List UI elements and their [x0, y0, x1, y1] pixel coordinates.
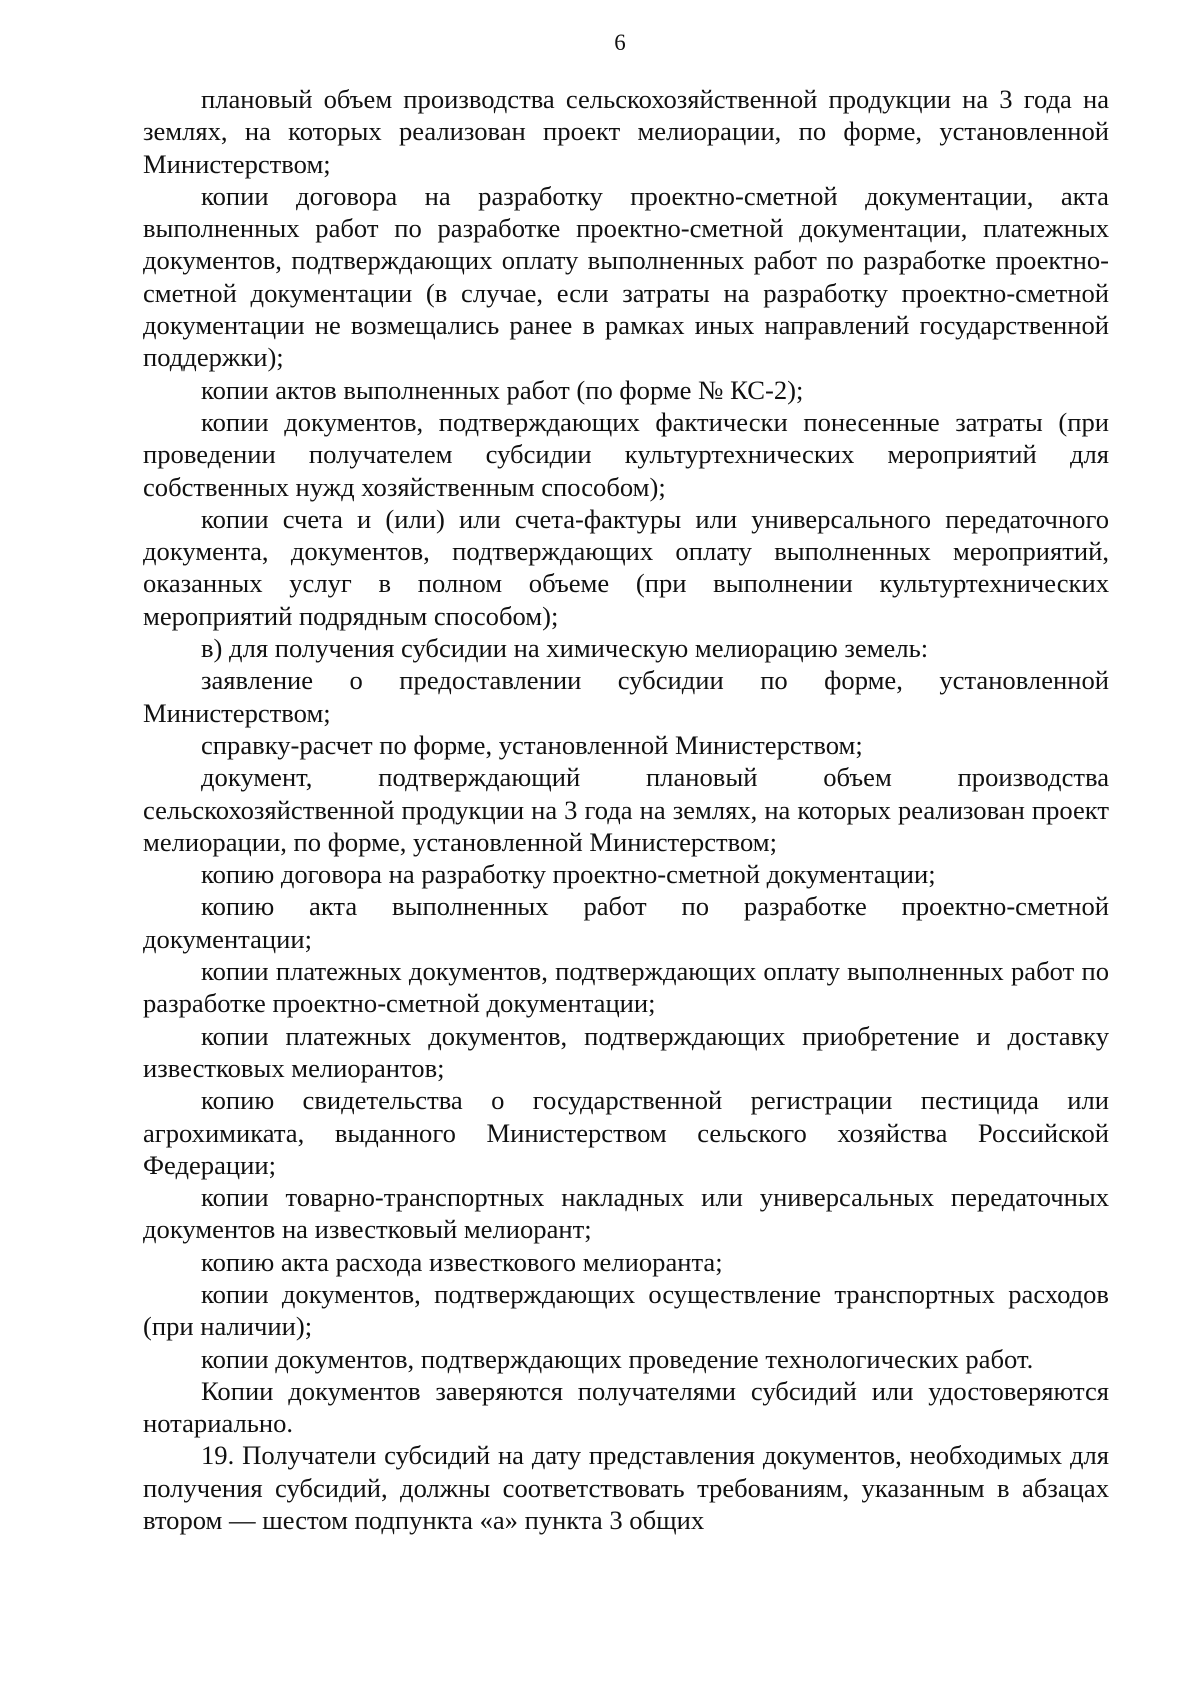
- paragraph: в) для получения субсидии на химическую мелиорацию земель:: [201, 633, 929, 664]
- paragraph: копии документов, подтверждающих проведение технологических работ.: [201, 1343, 1034, 1374]
- paragraph: заявление о предоставлении субсидии по форме, установленной Министерством;: [143, 665, 1109, 728]
- page-number: 6: [614, 30, 626, 55]
- paragraph: копии документов, подтверждающих фактически понесенные затраты (при проведении получателем субсидии культуртехнических мероприятий для собственных нужд хозяйственным способом);: [143, 406, 1109, 502]
- paragraph: копии документов, подтверждающих осуществление транспортных расходов (при наличии);: [143, 1278, 1109, 1342]
- paragraph: копии платежных документов, подтверждающих приобретение и доставку известковых мелиорантов;: [143, 1020, 1109, 1083]
- paragraph: копию акта выполненных работ по разработке проектно-сметной документации;: [143, 891, 1109, 954]
- paragraph: копии платежных документов, подтверждающих оплату выполненных работ по разработке проектно-сметной документации;: [143, 956, 1109, 1019]
- paragraph: копию акта расхода известкового мелиоранта;: [201, 1246, 723, 1277]
- paragraph: копии договора на разработку проектно-сметной документации, акта выполненных работ по разработке проектно-сметной документации, платежных документов, подтверждающих оплату выполненных работ по разработке проектно-сметной документации (в случае, если затраты на разработку проектно-сметной документации не возмещались ранее в рамках иных направлений государственной поддержки);: [143, 180, 1109, 373]
- paragraph: 19. Получатели субсидий на дату представления документов, необходимых для получения субсидий, должны соответствовать требованиям, указанным в абзацах втором — шестом подпункта «а» пункта 3 общих: [143, 1440, 1109, 1536]
- paragraph: Копии документов заверяются получателями субсидий или удостоверяются нотариально.: [143, 1375, 1109, 1439]
- paragraph: документ, подтверждающий плановый объем производства сельскохозяйственной продукции на 3 года на землях, на которых реализован проект мелиорации, по форме, установленной Министерством;: [143, 762, 1109, 857]
- document-body: [143, 83, 1109, 1536]
- paragraph: плановый объем производства сельскохозяйственной продукции на 3 года на землях, на которых реализован проект мелиорации, по форме, установленной Министерством;: [143, 84, 1109, 179]
- paragraph: копии счета и (или) или счета-фактуры или универсального передаточного документа, документов, подтверждающих оплату выполненных мероприятий, оказанных услуг в полном объеме (при выполнении культуртехнических мероприятий подрядным способом);: [143, 503, 1109, 631]
- paragraph: копию договора на разработку проектно-сметной документации;: [201, 859, 936, 890]
- paragraph: копию свидетельства о государственной регистрации пестицида или агрохимиката, выданного Министерством сельского хозяйства Российской Федерации;: [143, 1085, 1109, 1180]
- paragraph: справку-расчет по форме, установленной Министерством;: [201, 729, 863, 760]
- paragraph: копии актов выполненных работ (по форме № КС-2);: [201, 374, 804, 405]
- paragraph: копии товарно-транспортных накладных или универсальных передаточных документов на известковый мелиорант;: [143, 1182, 1109, 1245]
